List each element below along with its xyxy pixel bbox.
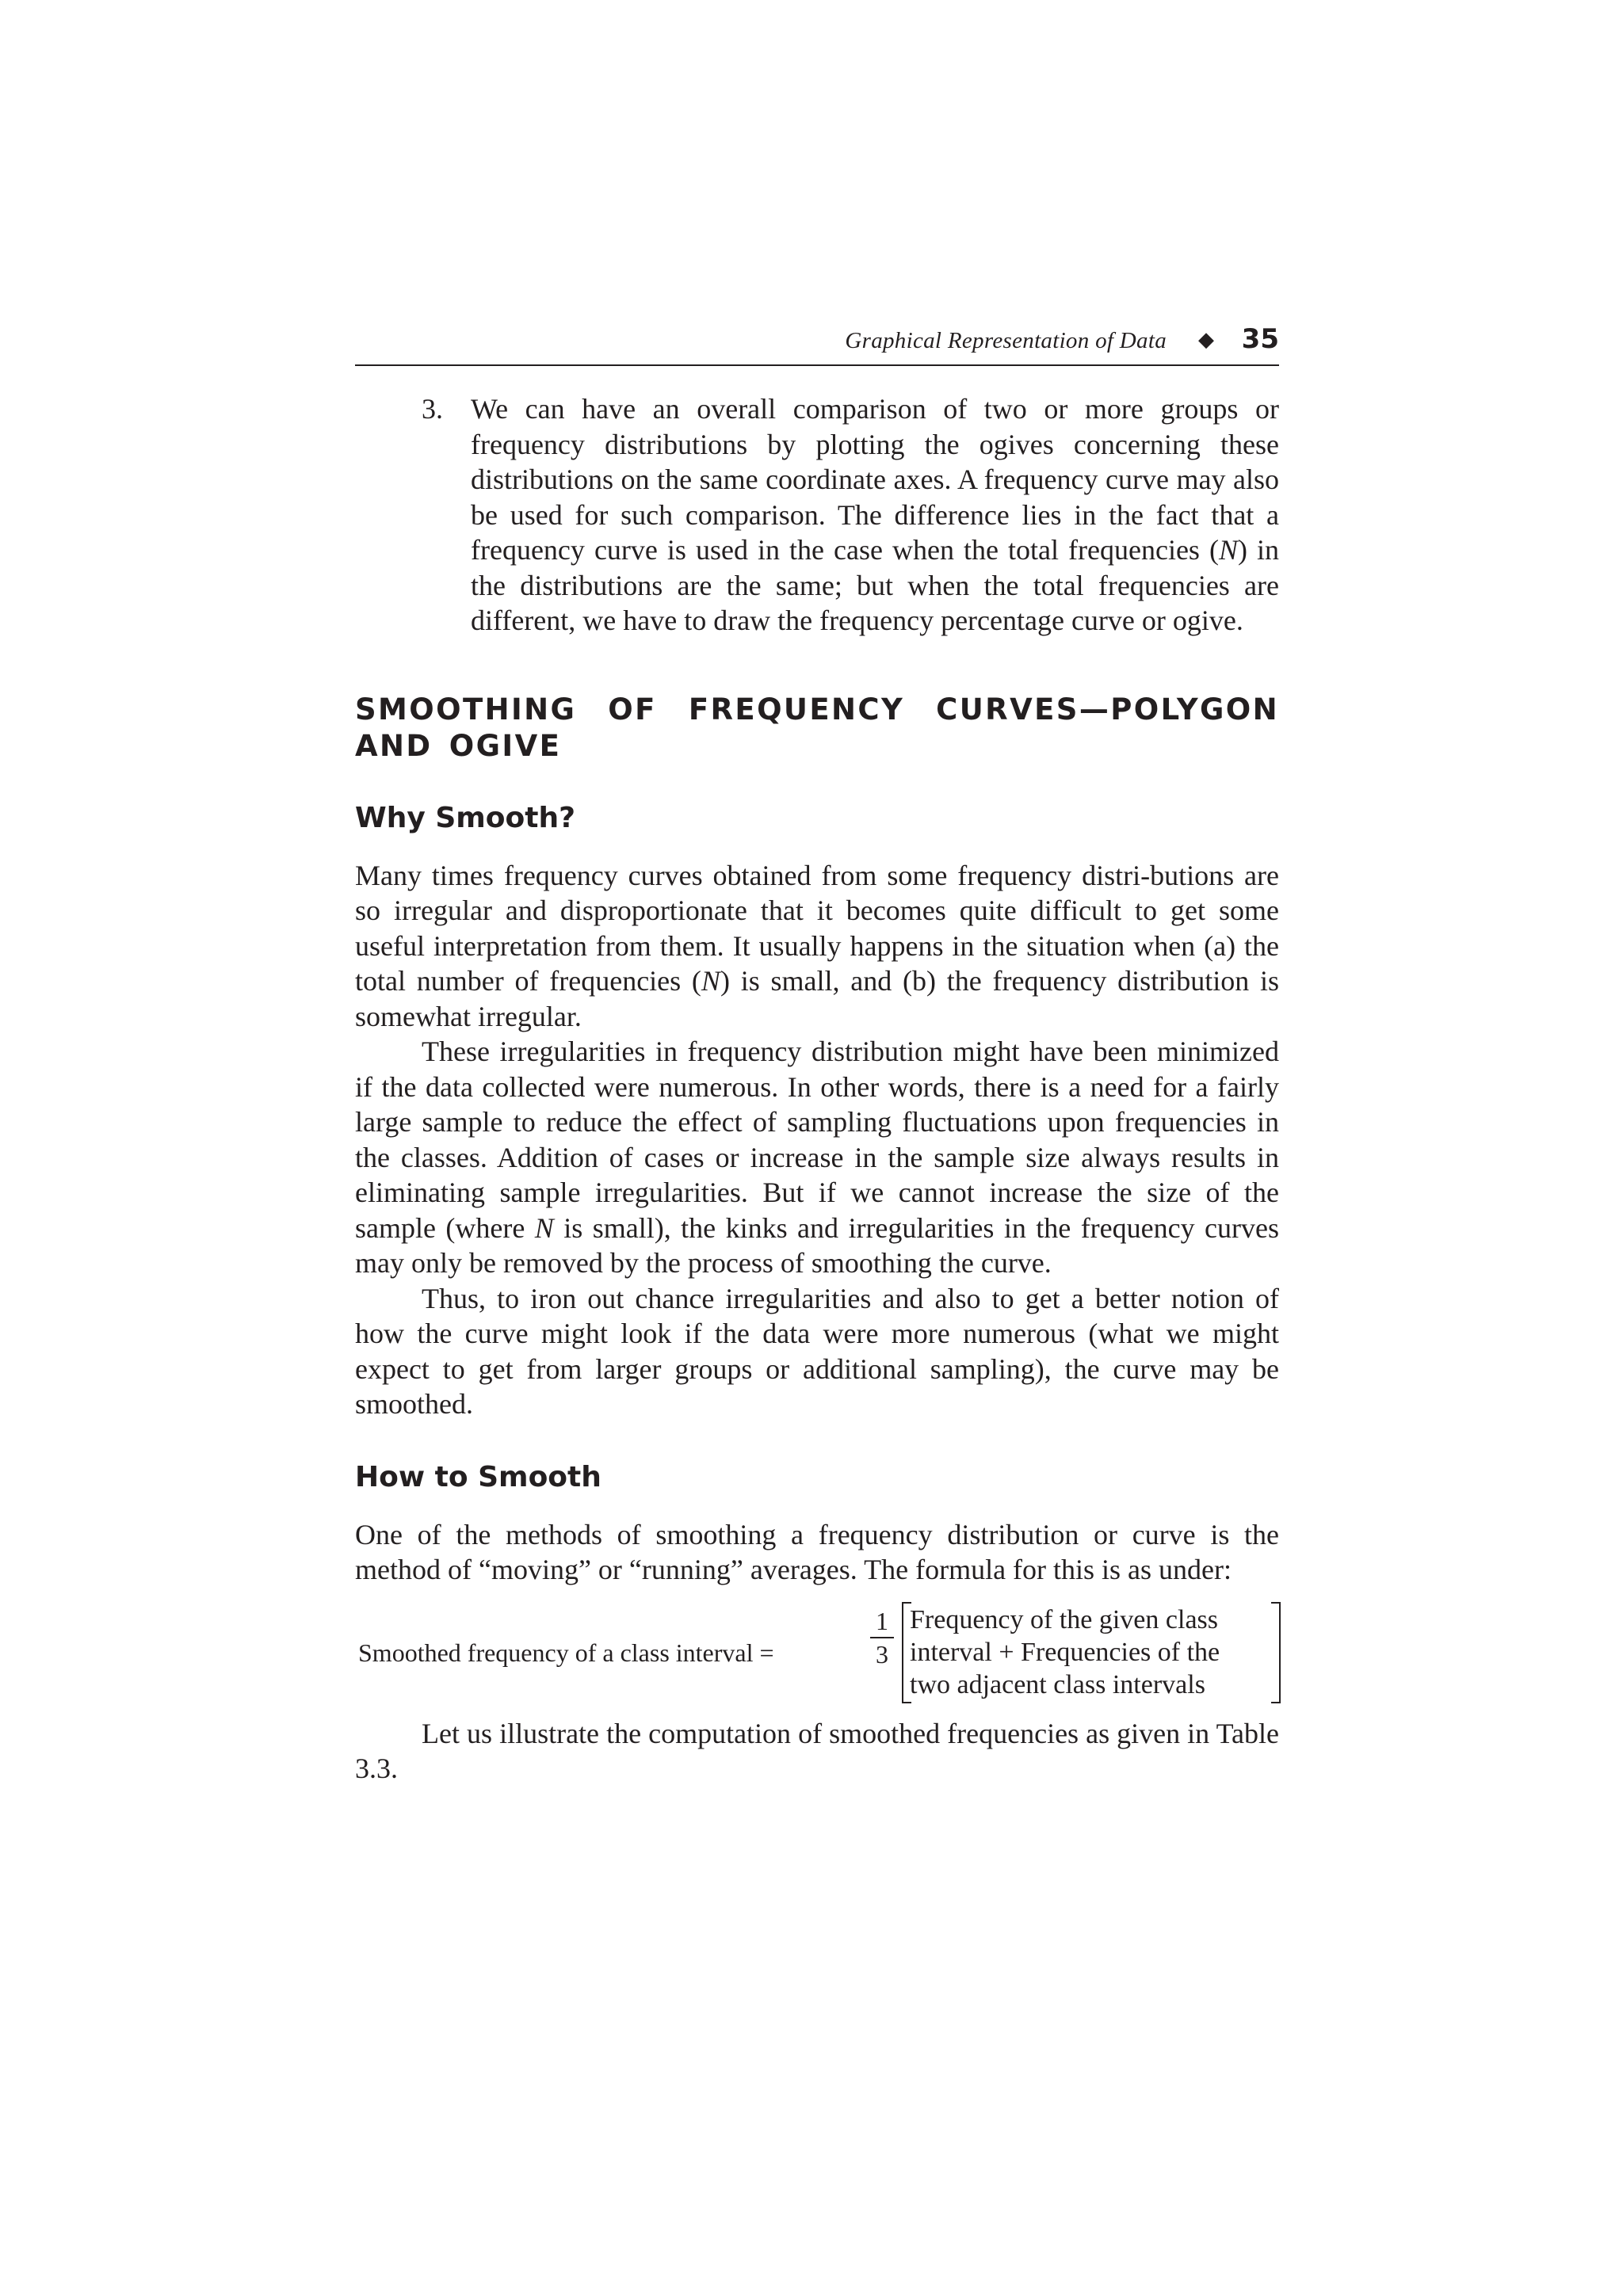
paragraph-text: Many times frequency curves obtained from some frequency distri-butions are so irregular and disproportionate that it becomes quite difficult to get some useful interpretation from them. It usually happens in the situation when (a) the total number of frequencies ( (355, 859, 1279, 997)
paragraph-text: ) is small, and (b) the frequency distribution is somewhat irregular. (355, 965, 1279, 1032)
fraction-denominator: 3 (876, 1639, 888, 1669)
n-symbol: N (701, 965, 720, 997)
how-to-smooth-body (355, 1517, 1279, 1787)
list-item (355, 391, 1279, 639)
formula-lhs: Smoothed frequency of a class interval = (358, 1638, 774, 1667)
list-item-text-part: We can have an overall comparison of two or more groups or frequency distributions by plotting the ogives concerning these distributions on the same coordinate axes. A frequency curve may also be used for such comparison. The difference lies in the fact that a frequency curve is used in the case when the total frequencies ( (471, 393, 1279, 566)
formula-rhs-line: two adjacent class intervals (910, 1669, 1205, 1699)
subheading-how-to-smooth: How to Smooth (355, 1460, 601, 1493)
list-item-text-part: ) in the distributions are the same; but when the total frequencies are different, we have to draw the frequency percentage curve or ogive. (471, 534, 1279, 636)
fraction-numerator: 1 (876, 1606, 888, 1635)
diamond-icon: ◆ (1198, 328, 1214, 351)
running-head (355, 317, 1279, 366)
smoothing-formula (355, 1602, 1279, 1703)
right-bracket (1271, 1602, 1281, 1703)
n-symbol: N (534, 1211, 554, 1244)
formula-fraction (869, 1605, 896, 1669)
paragraph (355, 1034, 1279, 1281)
paragraph: One of the methods of smoothing a frequency distribution or curve is the method of “moving” or “running” averages. The formula for this is as under: (355, 1518, 1279, 1585)
list-item-number: 3. (422, 393, 443, 425)
paragraph: Thus, to iron out chance irregularities and also to get a better notion of how the curve might look if the data were more numerous (what we might expect to get from larger groups or additional sampling), the curve may be smoothed. (355, 1282, 1279, 1420)
page-number: 35 (1241, 323, 1279, 355)
paragraph (355, 858, 1279, 1035)
why-smooth-body (355, 858, 1279, 1422)
page (355, 317, 1279, 1787)
formula-rhs (910, 1604, 1268, 1701)
formula-rhs-line: Frequency of the given class (910, 1604, 1218, 1634)
n-symbol: N (1218, 534, 1238, 566)
paragraph-text: is small), the kinks and irregularities in the frequency curves may only be removed by the process of smoothing the curve. (355, 1211, 1279, 1279)
paragraph: Let us illustrate the computation of smoothed frequencies as given in Table 3.3. (355, 1717, 1279, 1784)
list-item-text (471, 391, 1279, 639)
section-heading: SMOOTHING OF FREQUENCY CURVES—POLYGON AND OGIVE (355, 692, 1279, 763)
running-head-title: Graphical Representation of Data (845, 328, 1167, 353)
formula-rhs-line: interval + Frequencies of the (910, 1637, 1220, 1667)
paragraph-text: These irregularities in frequency distribution might have been minimized if the data collected were numerous. In other words, there is a need for a fairly large sample to reduce the effect of sampling fluctuations upon frequencies in the classes. Addition of cases or increase in the sample size always results in eliminating sample irregularities. But if we cannot increase the size of the sample (where (355, 1035, 1279, 1244)
subheading-why-smooth: Why Smooth? (355, 801, 575, 834)
